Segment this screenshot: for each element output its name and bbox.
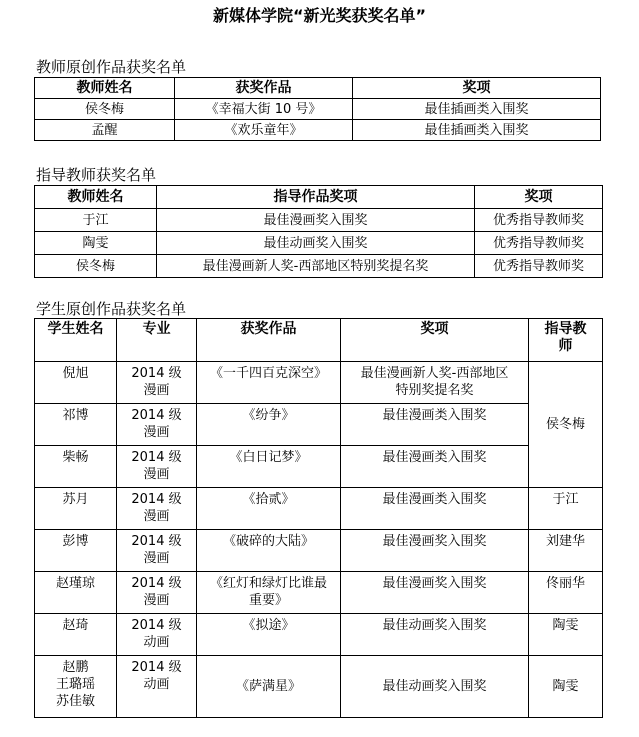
cell-student-name: 赵琦 <box>35 614 117 656</box>
cell-award: 最佳漫画类入围奖 <box>341 488 529 530</box>
advisor-awards-table <box>34 185 603 278</box>
cell-student-name: 倪旭 <box>35 362 117 404</box>
cell-work: 《萨满星》 <box>197 656 341 718</box>
cell-work: 《红灯和绿灯比谁最 重要》 <box>197 572 341 614</box>
header-award: 奖项 <box>341 319 529 362</box>
cell-award: 最佳插画类入围奖 <box>353 120 601 141</box>
cell-award: 最佳动画奖入围奖 <box>341 614 529 656</box>
cell-teacher-name: 于江 <box>35 209 157 232</box>
cell-student-name: 苏月 <box>35 488 117 530</box>
cell-work: 《纷争》 <box>197 404 341 446</box>
header-award: 奖项 <box>475 186 603 209</box>
cell-advised-award: 最佳漫画奖入围奖 <box>157 209 475 232</box>
table-row <box>35 209 603 232</box>
cell-advisor: 陶雯 <box>529 614 603 656</box>
cell-award: 最佳漫画奖入围奖 <box>341 572 529 614</box>
cell-major: 2014 级 漫画 <box>117 404 197 446</box>
cell-work: 《白日记梦》 <box>197 446 341 488</box>
cell-major: 2014 级 漫画 <box>117 530 197 572</box>
cell-work: 《一千四百克深空》 <box>197 362 341 404</box>
cell-student-name: 祁博 <box>35 404 117 446</box>
advisor-awards-section-title: 指导教师获奖名单 <box>36 166 157 184</box>
table-row <box>35 572 603 614</box>
table-header-row <box>35 78 601 99</box>
header-award: 奖项 <box>353 78 601 99</box>
header-teacher-name: 教师姓名 <box>35 78 175 99</box>
table-row <box>35 530 603 572</box>
cell-award: 最佳插画类入围奖 <box>353 99 601 120</box>
cell-teacher-name: 侯冬梅 <box>35 99 175 120</box>
header-teacher-name: 教师姓名 <box>35 186 157 209</box>
cell-student-name: 赵瑾琼 <box>35 572 117 614</box>
cell-advised-award: 最佳动画奖入围奖 <box>157 232 475 255</box>
table-row <box>35 614 603 656</box>
table-row <box>35 446 603 488</box>
cell-major: 2014 级 漫画 <box>117 572 197 614</box>
table-row <box>35 232 603 255</box>
student-works-section-title: 学生原创作品获奖名单 <box>36 300 187 318</box>
cell-work: 《欢乐童年》 <box>175 120 353 141</box>
header-advisor: 指导教 师 <box>529 319 603 362</box>
header-major: 专业 <box>117 319 197 362</box>
cell-student-name: 赵鹏 王璐瑶 苏佳敏 <box>35 656 117 718</box>
cell-teacher-name: 孟醒 <box>35 120 175 141</box>
teacher-works-section-title: 教师原创作品获奖名单 <box>36 58 187 76</box>
cell-award: 优秀指导教师奖 <box>475 209 603 232</box>
teacher-works-table <box>34 77 601 141</box>
header-work: 获奖作品 <box>175 78 353 99</box>
table-row <box>35 656 603 718</box>
cell-advisor: 刘建华 <box>529 530 603 572</box>
cell-work: 《拟途》 <box>197 614 341 656</box>
cell-award: 最佳漫画奖入围奖 <box>341 530 529 572</box>
cell-advisor: 于江 <box>529 488 603 530</box>
cell-advised-award: 最佳漫画新人奖-西部地区特别奖提名奖 <box>157 255 475 278</box>
cell-award: 优秀指导教师奖 <box>475 232 603 255</box>
table-header-row <box>35 319 603 362</box>
cell-advisor: 陶雯 <box>529 656 603 718</box>
header-student-name: 学生姓名 <box>35 319 117 362</box>
table-row <box>35 404 603 446</box>
cell-award: 最佳动画奖入围奖 <box>341 656 529 718</box>
cell-teacher-name: 陶雯 <box>35 232 157 255</box>
cell-major: 2014 级 动画 <box>117 656 197 718</box>
page-title: 新媒体学院“新光奖获奖名单” <box>212 6 427 25</box>
cell-award: 最佳漫画类入围奖 <box>341 404 529 446</box>
table-row <box>35 120 601 141</box>
cell-major: 2014 级 动画 <box>117 614 197 656</box>
table-row <box>35 488 603 530</box>
cell-advisor-merged: 侯冬梅 <box>529 362 603 488</box>
table-row <box>35 362 603 404</box>
table-header-row <box>35 186 603 209</box>
cell-major: 2014 级 漫画 <box>117 362 197 404</box>
cell-student-name: 彭博 <box>35 530 117 572</box>
cell-major: 2014 级 漫画 <box>117 488 197 530</box>
cell-work: 《拾贰》 <box>197 488 341 530</box>
cell-award: 最佳漫画新人奖-西部地区 特别奖提名奖 <box>341 362 529 404</box>
cell-work: 《破碎的大陆》 <box>197 530 341 572</box>
header-advised-award: 指导作品奖项 <box>157 186 475 209</box>
cell-advisor: 佟丽华 <box>529 572 603 614</box>
cell-award: 最佳漫画类入围奖 <box>341 446 529 488</box>
cell-teacher-name: 侯冬梅 <box>35 255 157 278</box>
table-row <box>35 255 603 278</box>
cell-work: 《幸福大街 10 号》 <box>175 99 353 120</box>
cell-award: 优秀指导教师奖 <box>475 255 603 278</box>
student-works-table <box>34 318 603 718</box>
cell-student-name: 柴畅 <box>35 446 117 488</box>
table-row <box>35 99 601 120</box>
cell-major: 2014 级 漫画 <box>117 446 197 488</box>
header-work: 获奖作品 <box>197 319 341 362</box>
